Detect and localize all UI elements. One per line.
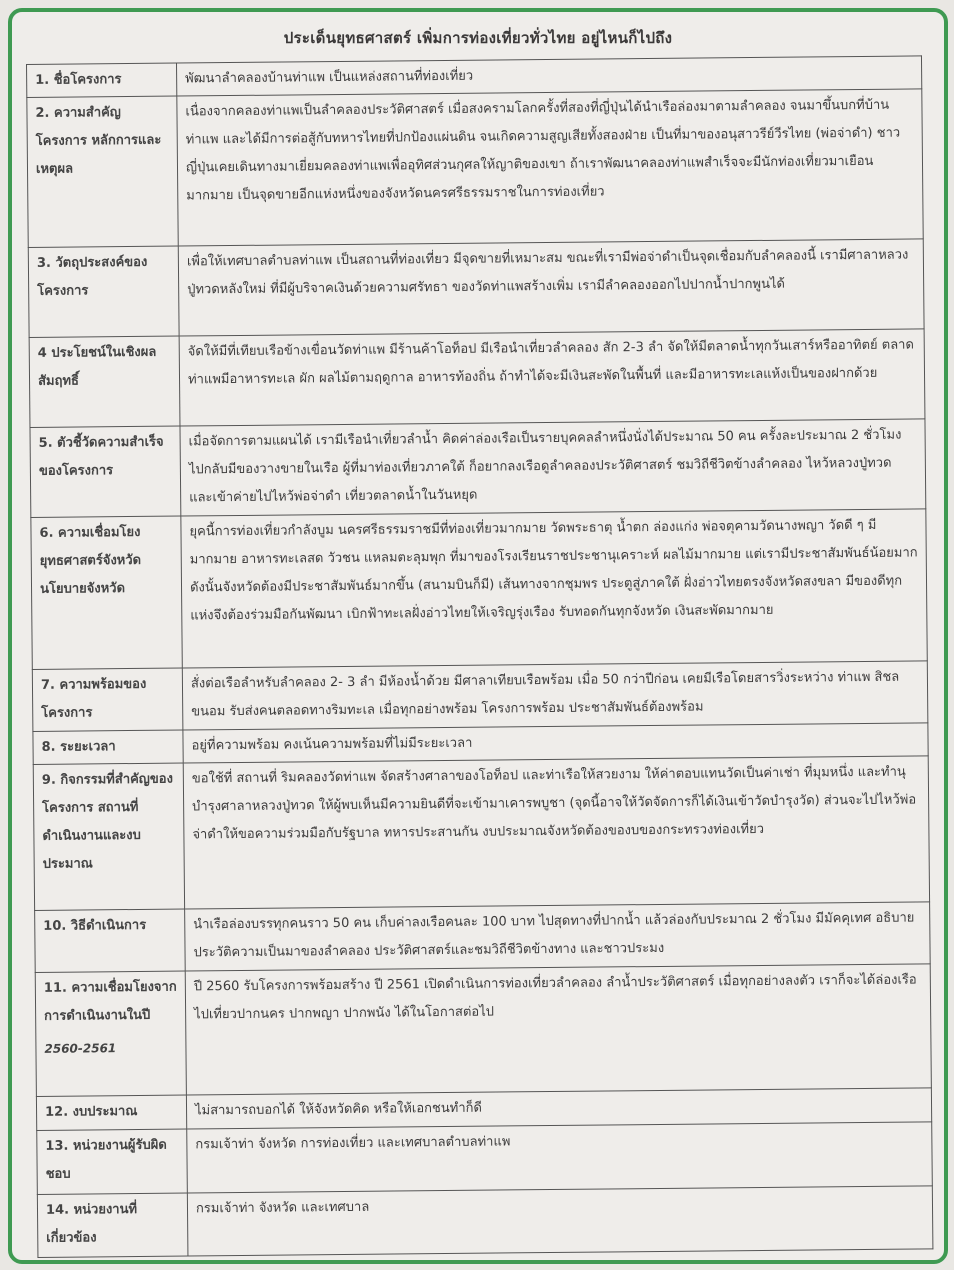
table-row xyxy=(35,902,931,973)
row-label-year: 2560-2561 xyxy=(44,1041,117,1056)
row-value: เมื่อจัดการตามแผนได้ เรามีเรือนำเที่ยวลำน้ำ คิดค่าล่องเรือเป็นรายบุคคลลำหนึ่งนั่งได้ประมาณ 50 คน ครั้งละประมาณ 2 ชั่วโมง ไปกลับมีของวางขายในเรือ ผู้ที่มาท่องเที่ยวภาคใต้ ก็อยากลงเรือดูลำคลองประวัติศาสตร์ ชมวิถีชีวิตข้างลำคลอง ไหว้หลวงปู่ทวด และเข้าค่ายไปไหว้พ่อจ่าดำ เที่ยวตลาดน้ำในวันหยุด xyxy=(180,419,926,516)
project-table xyxy=(26,55,933,1258)
table-row xyxy=(28,239,924,338)
row-label: 13. หน่วยงานผู้รับผิดชอบ xyxy=(37,1129,188,1194)
table-row xyxy=(32,661,928,732)
table-row xyxy=(37,1186,933,1258)
row-value: พัฒนาลำคลองบ้านท่าแพ เป็นแหล่งสถานที่ท่องเที่ยว xyxy=(176,56,921,96)
row-label: 11. ความเชื่อมโยงจากการดำเนินงานในปี xyxy=(43,979,177,1024)
table-row xyxy=(33,756,929,911)
row-value: กรมเจ้าท่า จังหวัด และเทศบาล xyxy=(187,1186,933,1256)
row-label: 10. วิธีดำเนินการ xyxy=(35,909,186,972)
row-label: 2. ความสำคัญโครงการ หลักการและเหตุผล xyxy=(27,96,178,247)
row-label: 5. ตัวชี้วัดความสำเร็จของโครงการ xyxy=(30,426,181,517)
row-value: อยู่ที่ความพร้อม คงเน้นความพร้อมที่ไม่มีระยะเวลา xyxy=(183,723,928,763)
row-label: 1. ชื่อโครงการ xyxy=(27,63,177,97)
row-value: ไม่สามารถบอกได้ ให้จังหวัดคิด หรือให้เอกชนทำก็ดี xyxy=(186,1088,931,1129)
row-label: 9. กิจกรรมที่สำคัญของโครงการ สถานที่ดำเนินงานและงบประมาณ xyxy=(33,763,184,910)
row-label: 12. งบประมาณ xyxy=(36,1095,186,1130)
row-value: ยุคนี้การท่องเที่ยวกำลังบูม นครศรีธรรมราชมีที่ท่องเที่ยวมากมาย วัดพระธาตุ น้ำตก ล่องแก่ง พ่อจตุคามวัดนางพญา วัดดี ๆ มีมากมาย อาหารทะเลสด วัวชน แหลมตะลุมพุก ที่มาของโรงเรียนราชประชานุเคราะห์ ผลไม้มากมาย แต่เรามีประชาสัมพันธ์น้อยมาก ดังนั้นจังหวัดต้องมีประชาสัมพันธ์มากขึ้น (สนามบินก็มี) เส้นทางจากชุมพร ประตูสู่ภาคใต้ ฝั่งอ่าวไทยตรงจังหวัดสงขลา มีของดีทุกแห่งจึงต้องร่วมมือกันพัฒนา เบิกฟ้าทะเลฝั่งอ่าวไทยให้เจริญรุ่งเรือง รับทอดกันทุกจังหวัด เงินสะพัดมากมาย xyxy=(181,509,927,668)
row-label: 4 ประโยชน์ในเชิงผลสัมฤทธิ์ xyxy=(29,336,180,427)
row-label: 7. ความพร้อมของโครงการ xyxy=(32,668,183,731)
table-row xyxy=(35,964,931,1097)
row-label: 14. หน่วยงานที่เกี่ยวข้อง xyxy=(37,1193,188,1257)
table-row xyxy=(30,419,926,518)
row-value: นำเรือล่องบรรทุกคนราว 50 คน เก็บค่าลงเรือคนละ 100 บาท ไปสุดทางที่ปากน้ำ แล้วล่องกับประมาณ 2 ชั่วโมง มีมัคคุเทศ อธิบายประวัติความเป็นมาของลำคลอง ประวัติศาสตร์และชมวิถีชีวิตข้างทาง และชาวประมง xyxy=(185,902,931,971)
row-label: 8. ระยะเวลา xyxy=(33,730,183,764)
row-label: 6. ความเชื่อมโยงยุทธศาสตร์จังหวัด นโยบายจังหวัด xyxy=(31,516,182,669)
row-value: จัดให้มีที่เทียบเรือข้างเขื่อนวัดท่าแพ มีร้านค้าโอท็อป มีเรือนำเที่ยวลำคลอง สัก 2-3 ลำ จัดให้มีตลาดน้ำทุกวันเสาร์หรืออาทิตย์ ตลาดท่าแพมีอาหารทะเล ผัก ผลไม้ตามฤดูกาล อาหารท้องถิ่น ถ้าทำได้จะมีเงินสะพัดในพื้นที่ และมีอาหารทะเลแห้งเป็นของฝากด้วย xyxy=(179,329,925,426)
document-title: ประเด็นยุทธศาสตร์ เพิ่มการท่องเที่ยวทั่วไทย อยู่ไหนก็ไปถึง xyxy=(283,29,673,47)
table-row xyxy=(37,1122,933,1195)
row-value: ปี 2560 รับโครงการพร้อมสร้าง ปี 2561 เปิดดำเนินการท่องเที่ยวลำคลอง ลำน้ำประวัติศาสตร์ เมื่อทุกอย่างลงตัว เราก็จะได้ล่องเรือไปเที่ยวปากนคร ปากพญา ปากพนัง ได้ในโอกาสต่อไป xyxy=(185,964,931,1095)
table-row xyxy=(31,509,927,670)
row-value: กรมเจ้าท่า จังหวัด การท่องเที่ยว และเทศบาลตำบลท่าแพ xyxy=(187,1122,933,1193)
document-photo-frame xyxy=(8,8,948,1264)
row-value: เนื่องจากคลองท่าแพเป็นลำคลองประวัติศาสตร์ เมื่อสงครามโลกครั้งที่สองที่ญี่ปุ่นได้นำเรือล่องมาตามลำคลอง จนมาขึ้นบกที่บ้านท่าแพ และได้มีการต่อสู้กับทหารไทยที่ปกป้องแผ่นดิน จนเกิดความสูญเสียทั้งสองฝ่าย เป็นที่มาของอนุสาวรีย์วีรไทย (พ่อจ่าดำ) ชาวญี่ปุ่นเคยเดินทางมาเยี่ยมคลองท่าแพเพื่ออุทิศส่วนกุศลให้ญาติของเขา ถ้าเราพัฒนาคลองท่าแพสำเร็จจะมีนักท่องเที่ยวมาเยือนมากมาย เป็นจุดขายอีกแห่งหนึ่งของจังหวัดนครศรีธรรมราชในการท่องเที่ยว xyxy=(177,89,923,246)
row-value: เพื่อให้เทศบาลตำบลท่าแพ เป็นสถานที่ท่องเที่ยว มีจุดขายที่เหมาะสม ขณะที่เรามีพ่อจ่าดำเป็นจุดเชื่อมกับลำคลองนี้ เรามีศาลาหลวงปู่ทวดหลังใหม่ ที่มีผู้บริจาคเงินด้วยความศรัทธา ของวัดท่าแพสร้างเพิ่ม เรามีลำคลองออกไปปากน้ำปากพูนได้ xyxy=(178,239,924,336)
row-label-cell xyxy=(35,971,186,1096)
table-row xyxy=(27,89,923,248)
table-row xyxy=(29,329,925,428)
row-value: ขอใช้ที่ สถานที่ ริมคลองวัดท่าแพ จัดสร้างศาลาของโอท็อป และท่าเรือให้สวยงาม ให้ค่าตอบแทนวัดเป็นค่าเช่า ที่มุมหนึ่ง และทำนุบำรุงศาลาหลวงปู่ทวด ให้ผู้พบเห็นมีความยินดีที่จะเข้ามาเคารพบูชา (จุดนี้อาจให้วัดจัดการก็ได้เงินเข้าวัดบำรุงวัด) ส่วนจะไปไหว้พ่อจ่าดำให้ขอความร่วมมือกับรัฐบาล ทหารประสานกัน งบประมาณจังหวัดต้องของบของกระทรวงท่องเที่ยว xyxy=(183,756,929,909)
row-value: สั่งต่อเรือลำหรับลำคลอง 2- 3 ลำ มีห้องน้ำด้วย มีศาลาเทียบเรือพร้อม เมื่อ 50 กว่าปีก่อน เคยมีเรือโดยสารวิ่งระหว่าง ท่าแพ สิชล ขนอม รับส่งคนตลอดทางริมทะเล เมื่อทุกอย่างพร้อม โครงการพร้อม ประชาสัมพันธ์ต้องพร้อม xyxy=(182,661,928,730)
row-label: 3. วัตถุประสงค์ของโครงการ xyxy=(28,246,179,337)
